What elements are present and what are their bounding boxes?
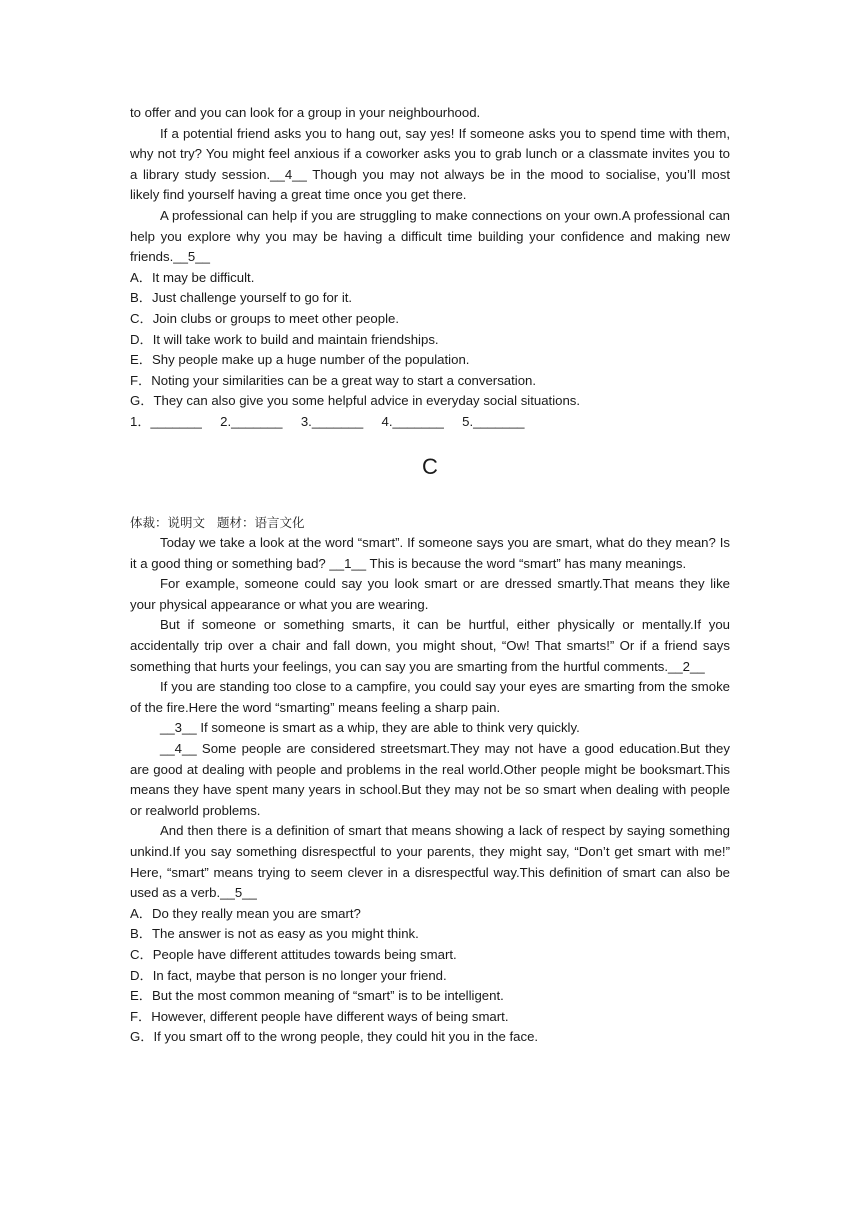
passage-b-option-g: G．They can also give you some helpful advice in everyday social situations. (130, 393, 581, 409)
answer-blanks-line: 1．_______ 2._______ 3._______ 4._______ 5._______ (130, 413, 525, 429)
passage-c-option-b: B．The answer is not as easy as you might think. (130, 926, 419, 942)
passage-b-option-e: E．Shy people make up a huge number of the population. (130, 352, 470, 368)
passage-c-option-c: C．People have different attitudes towards being smart. (130, 946, 457, 962)
passage-c-option-d: D．In fact, maybe that person is no longer your friend. (130, 967, 447, 983)
passage-c-paragraph: Today we take a look at the word “smart”. If someone says you are smart, what do they mean? Is it a good thing or something bad? __1__ This is because the word “smart” has many meanings. (130, 535, 730, 571)
passage-b-option-c: C．Join clubs or groups to meet other people. (130, 310, 400, 326)
passage-b-paragraph: If a potential friend asks you to hang out, say yes! If someone asks you to spend time with them, why not try? You might feel anxious if a coworker asks you to grab lunch or a classmate invites you to a library study session.__4__ Though you may not always be in the mood to socialise, you’ll most likely find yourself having a great time once you get there. (130, 125, 730, 203)
passage-c-option-a: A．Do they really mean you are smart? (130, 905, 361, 921)
passage-c-option-e: E．But the most common meaning of “smart” is to be intelligent. (130, 988, 504, 1004)
passage-b-option-a: A．It may be difficult. (130, 269, 255, 285)
passage-b-option-b: B．Just challenge yourself to go for it. (130, 290, 353, 306)
passage-c-paragraph: But if someone or something smarts, it can be hurtful, either physically or mentally.If you accidentally trip over a chair and fall down, you might shout, “Ow! That smarts!” Or if a friend says something that hurts your feelings, you can say you are smarting from the hurtful comments.__2__ (130, 617, 730, 674)
passage-c-paragraph: __3__ If someone is smart as a whip, they are able to think very quickly. (160, 720, 580, 736)
passage-c-option-f: F．However, different people have different ways of being smart. (130, 1008, 509, 1024)
passage-b-option-f: F．Noting your similarities can be a great way to start a conversation. (130, 372, 537, 388)
topic-label: 题材：语言文化 (217, 514, 305, 530)
document-page (130, 103, 730, 1048)
passage-c-paragraph: For example, someone could say you look smart or are dressed smartly.That means they like your physical appearance or what you are wearing. (130, 576, 730, 612)
passage-b-option-d: D．It will take work to build and maintain friendships. (130, 331, 439, 347)
passage-b-paragraph: to offer and you can look for a group in your neighbourhood. (130, 105, 481, 120)
passage-b-paragraph: A professional can help if you are struggling to make connections on your own.A professional can help you explore why you may be having a difficult time building your confidence and making new friends.__5__ (130, 207, 730, 265)
genre-topic-line (130, 513, 730, 534)
genre-label: 体裁：说明文 (130, 514, 206, 530)
passage-c-option-g: G．If you smart off to the wrong people, they could hit you in the face. (130, 1029, 539, 1045)
passage-c-paragraph: And then there is a definition of smart that means showing a lack of respect by saying something unkind.If you say something disrespectful to your parents, they might say, “Don’t get smart with me!” Here, “smart” means trying to seem clever in a disrespectful way.This definition of smart can also be used as a verb.__5__ (130, 823, 730, 901)
section-heading-c: C (422, 453, 438, 479)
passage-c-paragraph: If you are standing too close to a campfire, you could say your eyes are smarting from the smoke of the fire.Here the word “smarting” means feeling a sharp pain. (130, 679, 730, 715)
passage-c-paragraph: __4__ Some people are considered streetsmart.They may not have a good education.But they are good at dealing with people and problems in the real world.Other people might be booksmart.This means they have spent many years in school.But they may not be so smart when dealing with people or realworld problems. (130, 741, 730, 818)
